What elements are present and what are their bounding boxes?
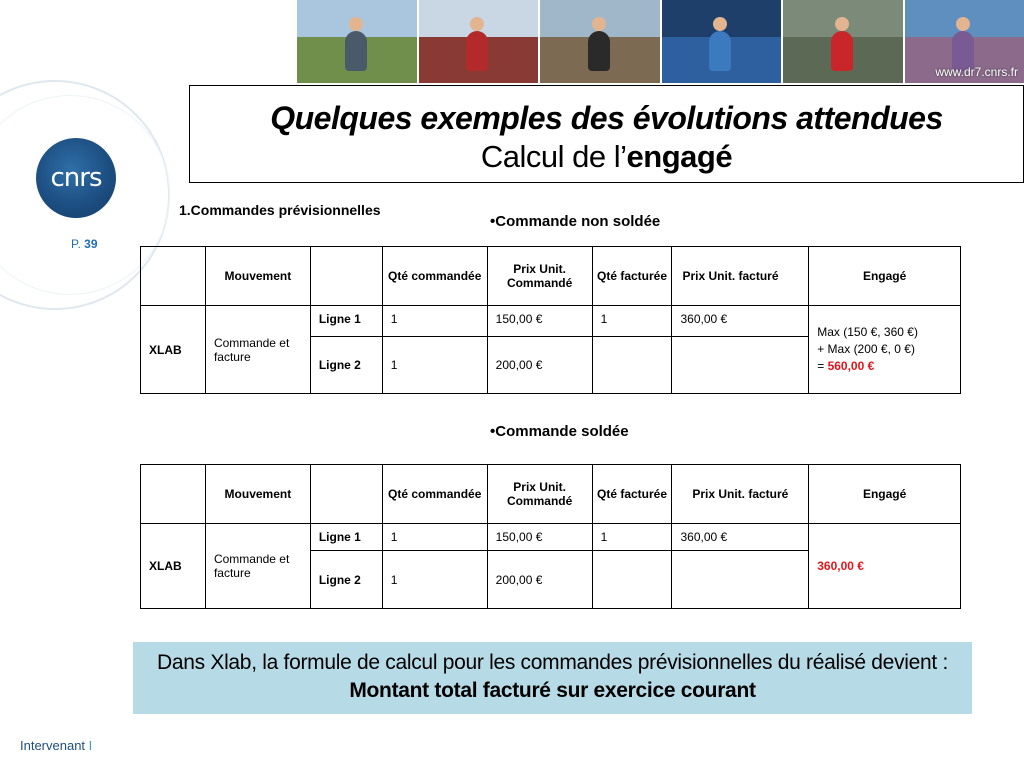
price-invoiced-cell <box>672 337 809 394</box>
engaged-total: 560,00 € <box>827 359 875 373</box>
header-cell: Prix Unit. facturé <box>672 465 809 524</box>
slide-title: Quelques exemples des évolutions attendues <box>270 100 943 136</box>
qty-invoiced-cell: 1 <box>592 306 672 337</box>
banner-photo-laboratory <box>662 0 784 83</box>
table-row <box>141 524 961 551</box>
engaged-total: 360,00 € <box>817 559 864 573</box>
movement-cell: Commande et facture <box>205 306 310 394</box>
table-soldee <box>140 464 961 609</box>
qty-invoiced-cell <box>592 337 672 394</box>
price-ordered-cell: 150,00 € <box>487 306 592 337</box>
header-cell: Engagé <box>809 465 961 524</box>
header-cell: Engagé <box>809 247 961 306</box>
footer <box>20 738 92 753</box>
engaged-prefix: = <box>817 359 828 373</box>
header-cell: Prix Unit. Commandé <box>487 247 592 306</box>
row-label: Ligne 2 <box>310 551 382 609</box>
price-ordered-cell: 200,00 € <box>487 551 592 609</box>
entity-cell: XLAB <box>141 306 206 394</box>
movement-cell: Commande et facture <box>205 524 310 609</box>
row-label: Ligne 1 <box>310 306 382 337</box>
table-non-soldee <box>140 246 961 394</box>
title-box <box>189 85 1024 183</box>
header-cell: Prix Unit. Commandé <box>487 465 592 524</box>
page-number-prefix: P. <box>71 237 81 251</box>
section-label: 1.Commandes prévisionnelles <box>179 202 381 218</box>
table1-caption: •Commande non soldée <box>490 213 661 230</box>
price-ordered-cell: 150,00 € <box>487 524 592 551</box>
qty-ordered-cell: 1 <box>382 524 487 551</box>
header-cell: Prix Unit. facturé <box>672 247 809 306</box>
qty-invoiced-cell: 1 <box>592 524 672 551</box>
engaged-formula-line2: + Max (200 €, 0 €) <box>817 342 915 356</box>
cnrs-logo-text: cnrs <box>50 163 102 193</box>
engaged-formula-line1: Max (150 €, 360 €) <box>817 325 918 339</box>
table-header-row <box>141 465 961 524</box>
conclusion-note <box>133 642 972 714</box>
header-cell: Qté facturée <box>592 465 672 524</box>
table-row <box>141 306 961 337</box>
row-label: Ligne 1 <box>310 524 382 551</box>
header-cell: Mouvement <box>205 247 310 306</box>
banner-photo-coastal-sampling <box>540 0 662 83</box>
banner-photo-sieve <box>905 0 1024 83</box>
qty-ordered-cell: 1 <box>382 337 487 394</box>
slide-subtitle <box>190 139 1023 175</box>
qty-ordered-cell: 1 <box>382 551 487 609</box>
banner-photo-rope-work <box>419 0 541 83</box>
qty-ordered-cell: 1 <box>382 306 487 337</box>
entity-cell: XLAB <box>141 524 206 609</box>
page-number <box>71 237 98 251</box>
subtitle-bold: engagé <box>626 139 733 174</box>
price-invoiced-cell <box>672 551 809 609</box>
table2-caption: •Commande soldée <box>490 423 629 440</box>
header-cell: Qté commandée <box>382 465 487 524</box>
qty-invoiced-cell <box>592 551 672 609</box>
row-label: Ligne 2 <box>310 337 382 394</box>
header-cell <box>141 247 206 306</box>
note-text: Dans Xlab, la formule de calcul pour les commandes prévisionnelles du réalisé devient : <box>157 651 948 674</box>
footer-separator: I <box>88 738 93 753</box>
header-cell: Qté commandée <box>382 247 487 306</box>
site-url: www.dr7.cnrs.fr <box>935 65 1018 79</box>
price-invoiced-cell: 360,00 € <box>672 524 809 551</box>
header-cell <box>310 247 382 306</box>
photo-banner <box>297 0 1024 83</box>
footer-label: Intervenant <box>20 738 86 753</box>
header-cell: Qté facturée <box>592 247 672 306</box>
table-header-row <box>141 247 961 306</box>
price-invoiced-cell: 360,00 € <box>672 306 809 337</box>
engaged-result <box>817 358 952 375</box>
cnrs-logo <box>36 138 116 218</box>
price-ordered-cell: 200,00 € <box>487 337 592 394</box>
header-cell <box>310 465 382 524</box>
banner-photo-penguins <box>783 0 905 83</box>
note-emphasis: Montant total facturé sur exercice courant <box>349 679 756 702</box>
engaged-cell <box>809 524 961 609</box>
header-cell <box>141 465 206 524</box>
banner-photo-field-research <box>297 0 419 83</box>
header-cell: Mouvement <box>205 465 310 524</box>
engaged-cell <box>809 306 961 394</box>
subtitle-prefix: Calcul de l’ <box>480 139 627 174</box>
page-number-value: 39 <box>84 237 98 251</box>
